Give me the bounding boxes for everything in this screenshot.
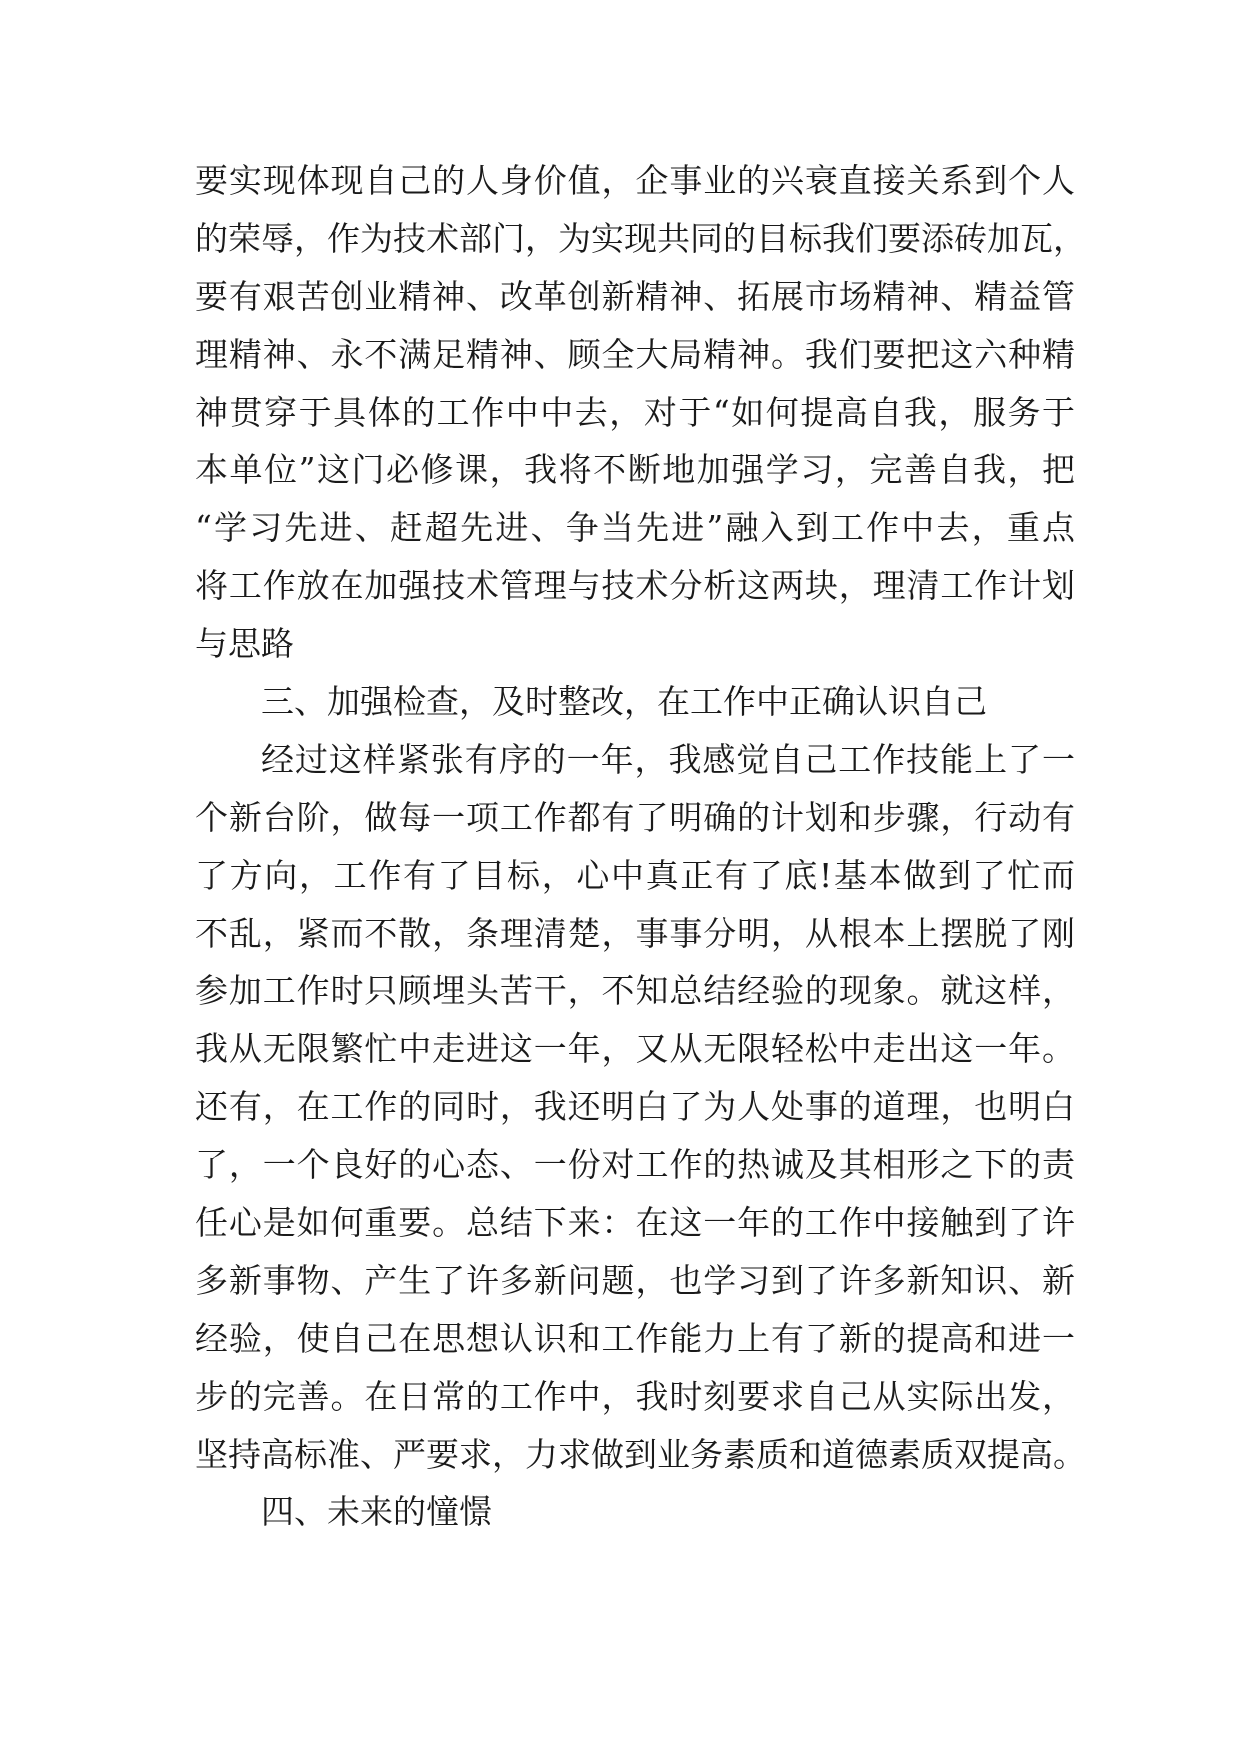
text-line: 多新事物、产生了许多新问题，也学习到了许多新知识、新 — [195, 1260, 1075, 1300]
section-heading: 三、加强检查，及时整改，在工作中正确认识自己 — [261, 682, 987, 722]
text-line: 任心是如何重要。总结下来：在这一年的工作中接触到了许 — [195, 1203, 1075, 1243]
text-line: 本单位”这门必修课，我将不断地加强学习，完善自我，把 — [195, 450, 1075, 490]
text-line: 将工作放在加强技术管理与技术分析这两块，理清工作计划 — [195, 566, 1075, 606]
text-line: 个新台阶，做每一项工作都有了明确的计划和步骤，行动有 — [195, 797, 1075, 837]
text-line: 步的完善。在日常的工作中，我时刻要求自己从实际出发， — [195, 1376, 1075, 1416]
text-line: 理精神、永不满足精神、顾全大局精神。我们要把这六种精 — [195, 334, 1075, 374]
text-line: 要有艰苦创业精神、改革创新精神、拓展市场精神、精益管 — [195, 276, 1075, 316]
text-line: 神贯穿于具体的工作中中去，对于“如何提高自我，服务于 — [195, 392, 1075, 432]
text-line: 了方向，工作有了目标，心中真正有了底!基本做到了忙而 — [195, 855, 1075, 895]
text-line: 与思路 — [195, 624, 294, 664]
document-body — [195, 152, 1086, 1541]
text-line: 参加工作时只顾埋头苦干，不知总结经验的现象。就这样， — [195, 971, 1075, 1011]
text-line: 经过这样紧张有序的一年，我感觉自己工作技能上了一 — [261, 739, 1075, 779]
text-line: 坚持高标准、严要求，力求做到业务素质和道德素质双提高。 — [195, 1434, 1086, 1474]
text-line: 要实现体现自己的人身价值，企事业的兴衰直接关系到个人 — [195, 161, 1075, 200]
text-line: 不乱，紧而不散，条理清楚，事事分明，从根本上摆脱了刚 — [195, 913, 1075, 953]
text-line: “学习先进、赶超先进、争当先进”融入到工作中去，重点 — [195, 508, 1075, 548]
text-line: 的荣辱，作为技术部门，为实现共同的目标我们要添砖加瓦， — [195, 218, 1086, 258]
text-line: 了，一个良好的心态、一份对工作的热诚及其相形之下的责 — [195, 1145, 1075, 1185]
text-line: 我从无限繁忙中走进这一年，又从无限轻松中走出这一年。 — [195, 1029, 1075, 1069]
text-line: 经验，使自己在思想认识和工作能力上有了新的提高和进一 — [195, 1318, 1075, 1358]
text-line: 还有，在工作的同时，我还明白了为人处事的道理，也明白 — [195, 1087, 1075, 1127]
section-heading: 四、未来的憧憬 — [261, 1492, 492, 1532]
